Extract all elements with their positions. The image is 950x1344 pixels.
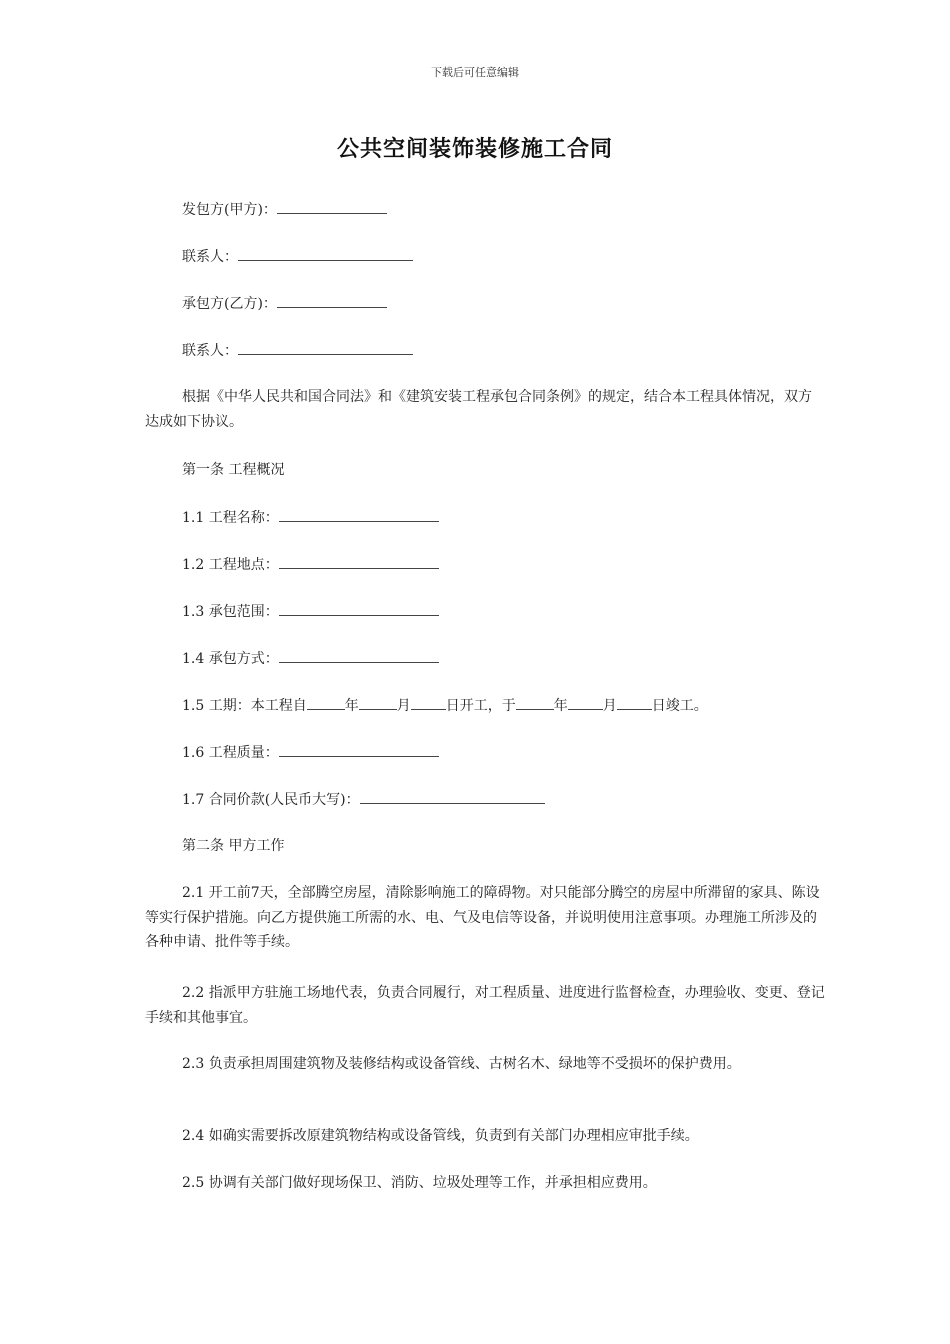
end-year-blank	[516, 695, 554, 710]
item-1-2-label: 1.2 工程地点：	[182, 557, 279, 573]
party-b-blank	[277, 293, 387, 308]
end-day-label: 日竣工。	[651, 698, 708, 714]
intro-paragraph: 根据《中华人民共和国合同法》和《建筑安装工程承包合同条例》的规定，结合本工程具体情况，双方达成如下协议。	[145, 389, 812, 430]
party-a-contact-label: 联系人：	[182, 249, 238, 265]
item-1-5-prefix: 1.5 工期：本工程自	[182, 698, 307, 714]
item-2-4: 2.4 如确实需要拆改原建筑物结构或设备管线，负责到有关部门办理相应审批手续。	[182, 1128, 699, 1144]
party-a-blank	[277, 199, 387, 214]
item-1-2-blank	[279, 554, 439, 569]
start-month-label: 月	[396, 698, 411, 714]
end-year-label: 年	[553, 698, 568, 714]
item-1-3-label: 1.3 承包范围：	[182, 604, 279, 620]
item-1-1	[182, 507, 439, 528]
party-b-contact-blank	[238, 340, 413, 355]
item-1-4-label: 1.4 承包方式：	[182, 651, 279, 667]
party-b-contact-label: 联系人：	[182, 343, 238, 359]
item-1-7	[182, 789, 545, 810]
item-2-1: 2.1 开工前7天，全部腾空房屋，清除影响施工的障碍物。对只能部分腾空的房屋中所滞留的家具、陈设等实行保护措施。向乙方提供施工所需的水、电、气及电信等设备，并说明使用注意事项。办理施工所涉及的各种申请、批件等手续。	[145, 885, 820, 950]
party-a-contact-line	[182, 246, 413, 267]
item-1-7-blank	[360, 789, 545, 804]
item-1-1-blank	[279, 507, 439, 522]
item-1-4	[182, 648, 439, 669]
start-month-blank	[359, 695, 397, 710]
document-title: 公共空间装饰装修施工合同	[336, 137, 613, 162]
item-2-2: 2.2 指派甲方驻施工场地代表，负责合同履行，对工程质量、进度进行监督检查，办理验收、变更、登记手续和其他事宜。	[145, 985, 825, 1026]
end-day-blank	[617, 695, 652, 710]
item-1-7-label: 1.7 合同价款(人民币大写)：	[182, 792, 360, 808]
end-month-label: 月	[602, 698, 617, 714]
item-1-6	[182, 742, 439, 763]
start-year-blank	[307, 695, 345, 710]
item-1-6-label: 1.6 工程质量：	[182, 745, 279, 761]
article1-heading: 第一条 工程概况	[182, 462, 285, 478]
item-1-3-blank	[279, 601, 439, 616]
item-1-2	[182, 554, 439, 575]
article2-heading: 第二条 甲方工作	[182, 838, 285, 854]
end-month-blank	[568, 695, 603, 710]
start-year-label: 年	[344, 698, 359, 714]
item-1-4-blank	[279, 648, 439, 663]
party-b-line	[182, 293, 387, 314]
party-b-label: 承包方(乙方)：	[182, 296, 277, 312]
item-1-5	[182, 695, 708, 716]
item-2-3: 2.3 负责承担周围建筑物及装修结构或设备管线、古树名木、绿地等不受损坏的保护费用。	[182, 1056, 741, 1072]
party-a-contact-blank	[238, 246, 413, 261]
header-note: 下载后可任意编辑	[431, 66, 519, 79]
item-1-6-blank	[279, 742, 439, 757]
party-a-line	[182, 199, 387, 220]
party-b-contact-line	[182, 340, 413, 361]
item-1-1-label: 1.1 工程名称：	[182, 510, 279, 526]
item-1-3	[182, 601, 439, 622]
party-a-label: 发包方(甲方)：	[182, 202, 277, 218]
start-day-blank	[411, 695, 446, 710]
start-day-label: 日开工，于	[445, 698, 516, 714]
item-2-5: 2.5 协调有关部门做好现场保卫、消防、垃圾处理等工作，并承担相应费用。	[182, 1175, 657, 1191]
